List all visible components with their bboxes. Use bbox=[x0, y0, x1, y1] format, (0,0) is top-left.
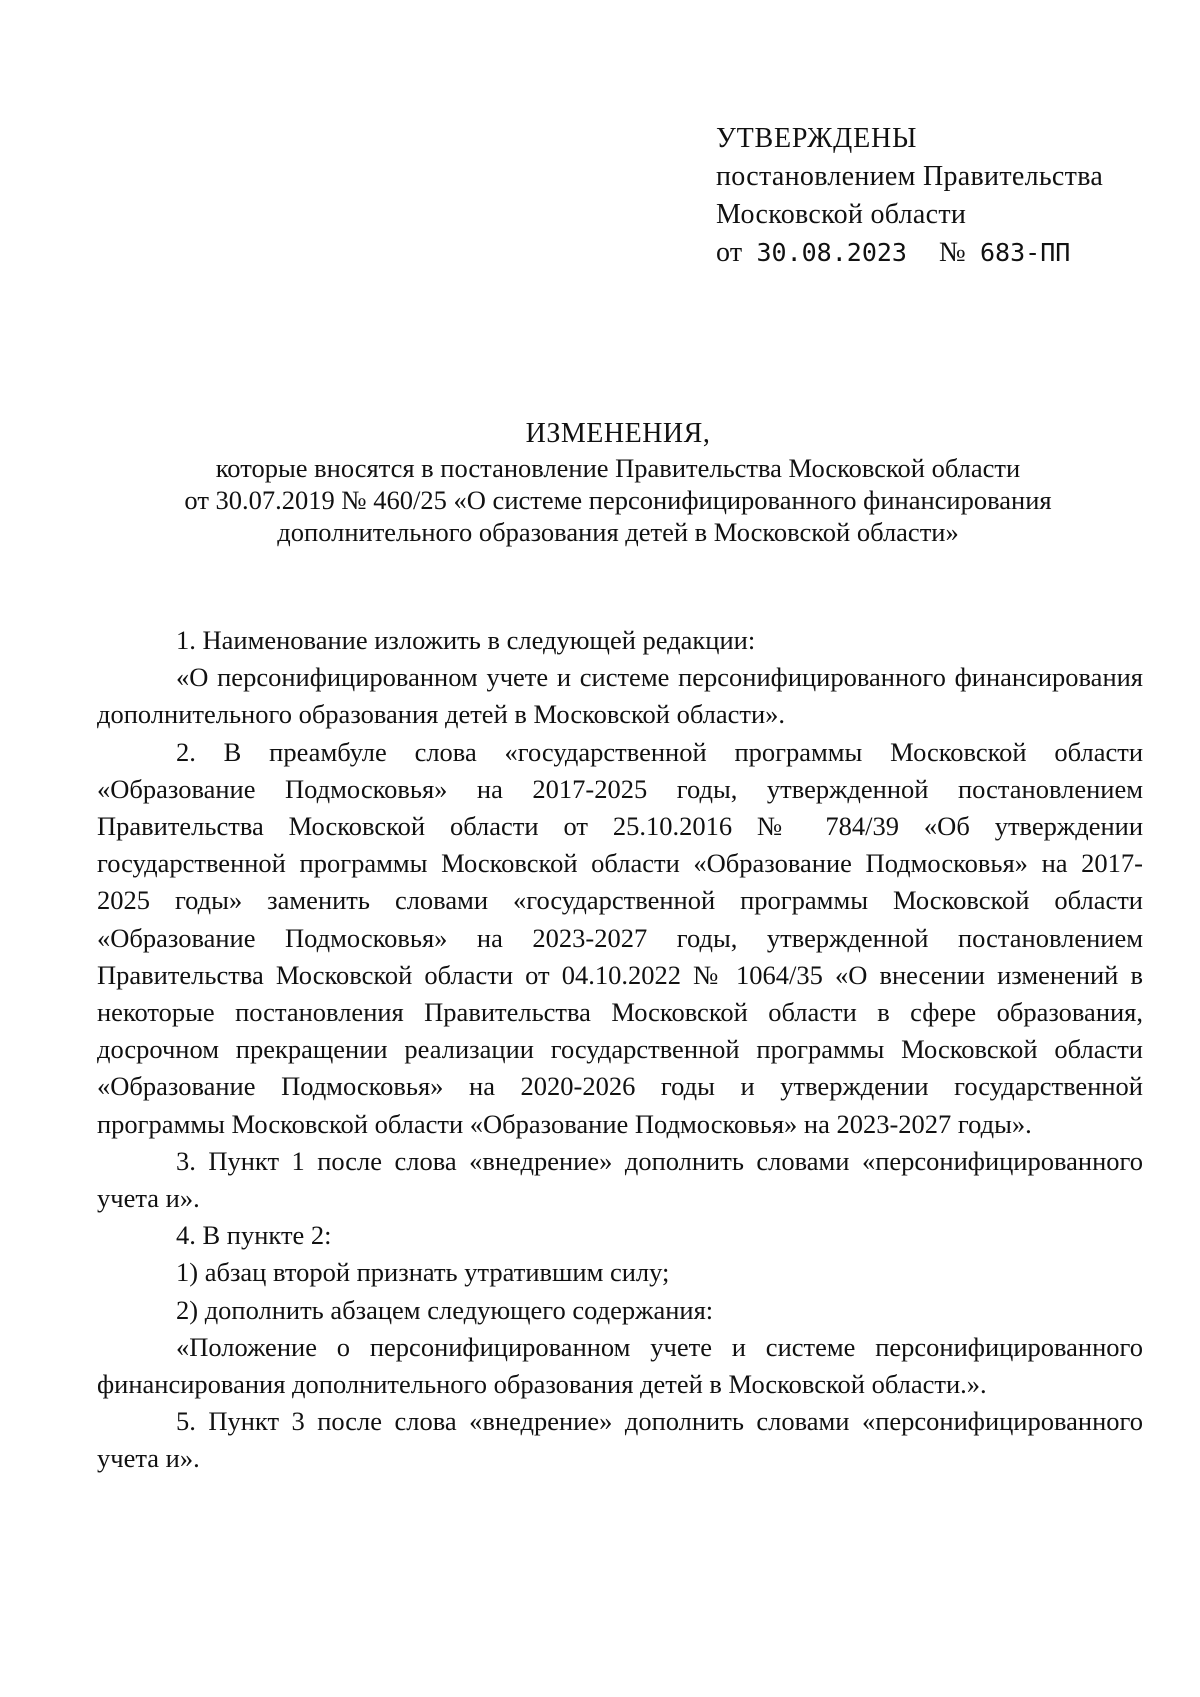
paragraph-8: «Положение о персонифицированном учете и системе персонифицированного финансирования дополнительного образования детей в Московской области.». bbox=[97, 1331, 1143, 1400]
approval-date-prefix: от bbox=[716, 237, 743, 268]
paragraph-6: 1) абзац второй признать утратившим силу; bbox=[176, 1257, 670, 1288]
document-heading bbox=[100, 418, 1136, 548]
heading-title: ИЗМЕНЕНИЯ, bbox=[525, 418, 711, 449]
approval-number: 683-ПП bbox=[980, 238, 1071, 267]
paragraph-2: «О персонифицированном учете и системе персонифицированного финансирования дополнительного образования детей в Московской области». bbox=[97, 662, 1143, 730]
approval-date: 30.08.2023 bbox=[756, 238, 907, 267]
paragraph-9: 5. Пункт 3 после слова «внедрение» дополнить словами «персонифицированного учета и». bbox=[97, 1406, 1143, 1474]
heading-line-2: от 30.07.2019 № 460/25 «О системе персонифицированного финансирования bbox=[184, 485, 1052, 515]
paragraph-4: 3. Пункт 1 после слова «внедрение» дополнить словами «персонифицированного учета и». bbox=[97, 1145, 1143, 1214]
paragraph-1: 1. Наименование изложить в следующей редакции: bbox=[176, 625, 756, 655]
approval-line-2: Московской области bbox=[716, 199, 967, 230]
approval-line-1: постановлением Правительства bbox=[716, 161, 1104, 192]
paragraph-7: 2) дополнить абзацем следующего содержания: bbox=[176, 1294, 714, 1325]
approval-date-line bbox=[716, 234, 1176, 272]
paragraph-5: 4. В пункте 2: bbox=[176, 1220, 332, 1251]
approval-title: УТВЕРЖДЕНЫ bbox=[716, 123, 918, 154]
paragraph-3: 2. В преамбуле слова «государственной программы Московской области «Образование Подмосковья» на 2017-2025 годы, утвержденной постановлением Правительства Московской области от 25.10.2016 № 784/39 «Об утверждении государственной программы Московской области «Образование Подмосковья» на 2017-2025 годы» заменить словами «государственной программы Московской области «Образование Подмосковья» на 2023-2027 годы, утвержденной постановлением Правительства Московской области от 04.10.2022 № 1064/35 «О внесении изменений в некоторые постановления Правительства Московской области в сфере образования, досрочном прекращении реализации государственной программы Московской области «Образование Подмосковья» на 2020-2026 годы и утверждении государственной программы Московской области «Образование Подмосковья» на 2023-2027 годы». bbox=[97, 736, 1143, 1139]
approval-block bbox=[716, 120, 1176, 272]
heading-line-3: дополнительного образования детей в Московской области» bbox=[277, 517, 959, 547]
approval-number-sign: № bbox=[938, 237, 966, 268]
heading-line-1: которые вносятся в постановление Правительства Московской области bbox=[215, 453, 1021, 483]
document-body bbox=[97, 622, 1143, 1478]
